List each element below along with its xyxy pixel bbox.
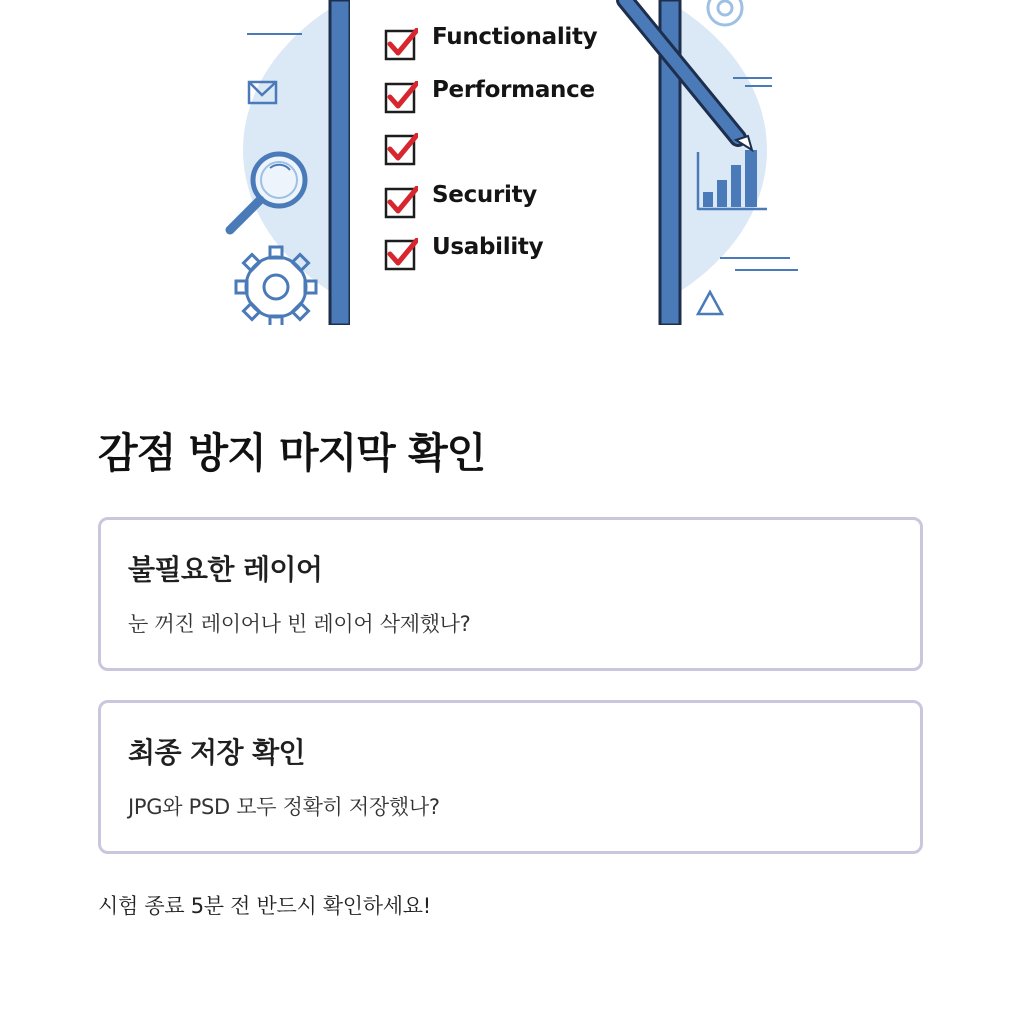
footer-note: 시험 종료 5분 전 반드시 확인하세요! (98, 894, 431, 918)
page-title: 감점 방지 마지막 확인 (98, 429, 486, 477)
gear-icon (236, 247, 316, 325)
checklist-label: Performance (432, 77, 595, 103)
checklist-label: Security (432, 182, 537, 208)
triangle-icon (698, 292, 722, 314)
checklist-item (384, 125, 644, 165)
hero-illustration (0, 0, 1024, 325)
checklist-label: Functionality (432, 24, 598, 50)
card-description: 눈 꺼진 레이어나 빈 레이어 삭제했나? (128, 612, 471, 636)
checklist-item (384, 230, 644, 270)
check-card-layers (98, 517, 923, 671)
card-title: 최종 저장 확인 (128, 736, 305, 769)
card-description: JPG와 PSD 모두 정확히 저장했나? (128, 795, 440, 819)
card-title: 불필요한 레이어 (128, 553, 323, 586)
checkbox-checked-icon (384, 133, 418, 167)
checkbox-checked-icon (384, 28, 418, 62)
checkbox-checked-icon (384, 81, 418, 115)
checklist-label: Usability (432, 234, 544, 260)
check-card-save (98, 700, 923, 854)
device-left-edge (330, 0, 350, 325)
checkbox-checked-icon (384, 238, 418, 272)
gear-icon-small (708, 0, 742, 25)
checklist-item (384, 178, 644, 218)
checklist-item (384, 20, 644, 60)
checkbox-checked-icon (384, 186, 418, 220)
checklist-item (384, 73, 644, 113)
